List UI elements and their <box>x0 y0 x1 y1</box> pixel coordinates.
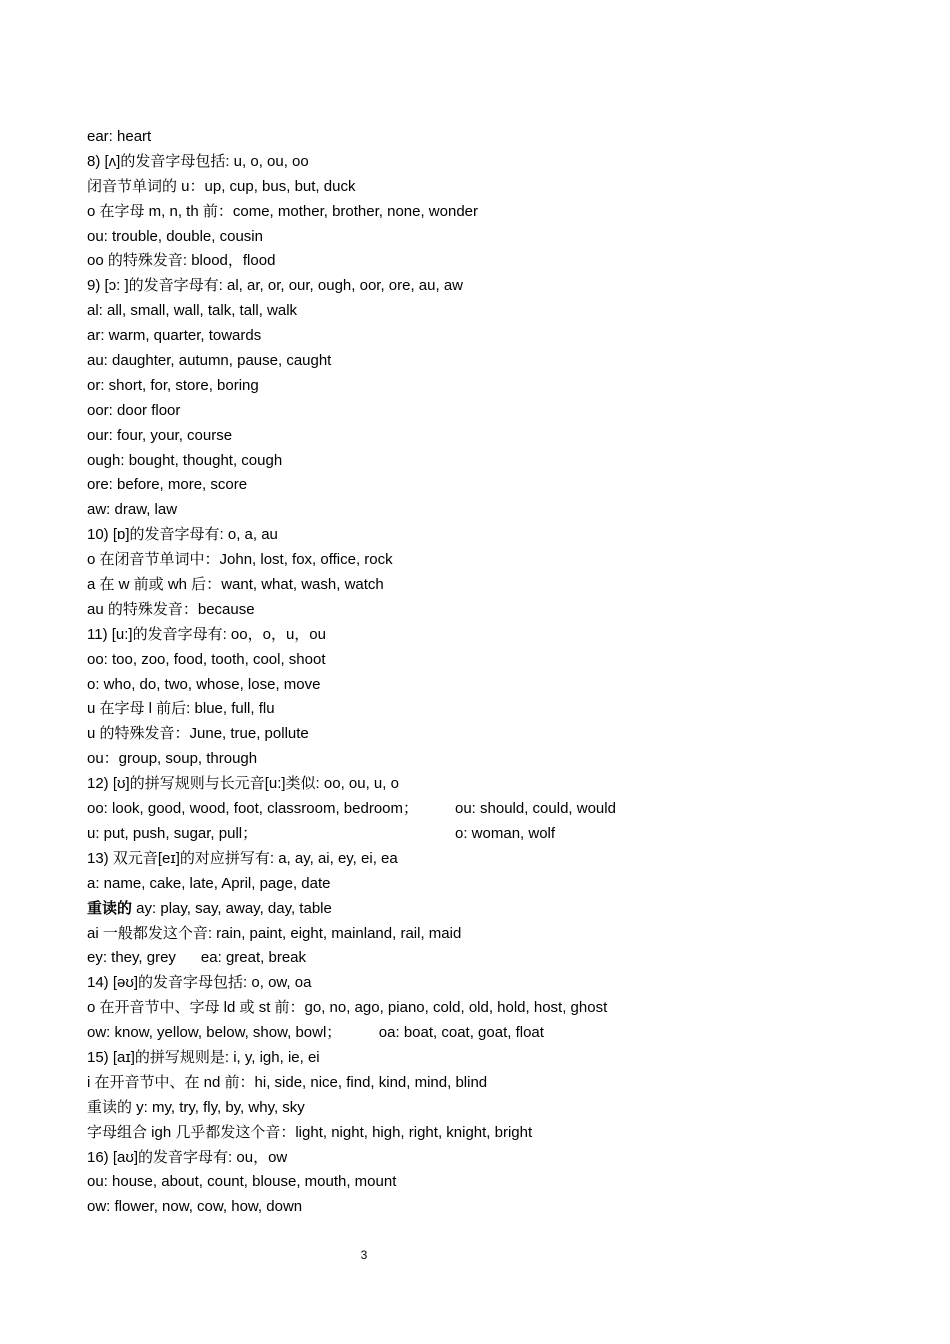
text-line: oor: door floor <box>87 401 181 419</box>
text-line: 12) [ʊ]的拼写规则与长元音[u:]类似: oo, ou, u, o <box>87 775 399 793</box>
text-line: ou: house, about, count, blouse, mouth, mount <box>87 1173 397 1191</box>
two-column-line <box>87 797 867 822</box>
left-column-text: oo: look, good, wood, foot, classroom, bedroom； <box>87 800 419 818</box>
right-column-text: o: woman, wolf <box>455 824 556 842</box>
text-line: al: all, small, wall, talk, tall, walk <box>87 302 298 320</box>
text-line: 11) [u:]的发音字母有: oo，o，u，ou <box>87 625 326 643</box>
text-line: 16) [aʊ]的发音字母有: ou，ow <box>87 1148 288 1166</box>
text-line: 15) [aɪ]的拼写规则是: i, y, igh, ie, ei <box>87 1048 320 1066</box>
left-column-text: u: put, push, sugar, pull； <box>87 824 258 842</box>
text-line: or: short, for, store, boring <box>87 376 259 394</box>
text-line: ai 一般都发这个音: rain, paint, eight, mainland, rail, maid <box>87 924 462 942</box>
text-line: o: who, do, two, whose, lose, move <box>87 675 321 693</box>
text-line: ow: know, yellow, below, show, bowl； oa: boat, coat, goat, float <box>87 1024 544 1042</box>
text-line: ar: warm, quarter, towards <box>87 327 262 345</box>
right-column-text: ou: should, could, would <box>455 800 616 818</box>
two-column-line <box>87 822 867 847</box>
page-content <box>87 125 867 1220</box>
text-line: u 在字母 l 前后: blue, full, flu <box>87 700 275 718</box>
text-line: a: name, cake, late, April, page, date <box>87 874 331 892</box>
page-number: 3 <box>360 1248 368 1262</box>
text-line: au: daughter, autumn, pause, caught <box>87 352 332 370</box>
text-line: 10) [ɒ]的发音字母有: o, a, au <box>87 526 278 544</box>
text-line: 13) 双元音[eɪ]的对应拼写有: a, ay, ai, ey, ei, ea <box>87 849 398 867</box>
text-line: ore: before, more, score <box>87 476 248 494</box>
text-line: o 在开音节中、字母 ld 或 st 前：go, no, ago, piano, cold, old, hold, host, ghost <box>87 999 608 1017</box>
text-line: ough: bought, thought, cough <box>87 451 283 469</box>
text-line: o 在闭音节单词中：John, lost, fox, office, rock <box>87 551 393 569</box>
text-line: aw: draw, law <box>87 501 178 519</box>
text-line: oo: too, zoo, food, tooth, cool, shoot <box>87 650 326 668</box>
text-line: 字母组合 igh 几乎都发这个音：light, night, high, right, knight, bright <box>87 1123 533 1141</box>
line-rest: ay: play, say, away, day, table <box>132 899 332 917</box>
text-line: o 在字母 m, n, th 前：come, mother, brother, none, wonder <box>87 202 479 220</box>
text-line: 重读的 y: my, try, fly, by, why, sky <box>87 1098 305 1116</box>
text-line: ow: flower, now, cow, how, down <box>87 1198 303 1216</box>
bold-prefix: 重读的 <box>87 899 133 917</box>
text-line: 9) [ɔ: ]的发音字母有: al, ar, or, our, ough, oor, ore, au, aw <box>87 277 463 295</box>
text-line: 闭音节单词的 u：up, cup, bus, but, duck <box>87 177 356 195</box>
text-line: ou: trouble, double, cousin <box>87 227 263 245</box>
text-line: a 在 w 前或 wh 后：want, what, wash, watch <box>87 576 384 594</box>
text-line: ou：group, soup, through <box>87 750 258 768</box>
text-line: our: four, your, course <box>87 426 233 444</box>
text-line: i 在开音节中、在 nd 前：hi, side, nice, find, kind, mind, blind <box>87 1073 488 1091</box>
text-line: u 的特殊发音：June, true, pollute <box>87 725 309 743</box>
text-line: 8) [ʌ]的发音字母包括: u, o, ou, oo <box>87 152 309 170</box>
bold-prefix-line <box>87 897 867 922</box>
text-line: 14) [əʊ]的发音字母包括: o, ow, oa <box>87 974 312 992</box>
text-line: oo 的特殊发音: blood，flood <box>87 252 276 270</box>
text-line: ear: heart <box>87 128 152 145</box>
text-line: ey: they, grey ea: great, break <box>87 949 307 967</box>
text-line: au 的特殊发音：because <box>87 600 255 618</box>
